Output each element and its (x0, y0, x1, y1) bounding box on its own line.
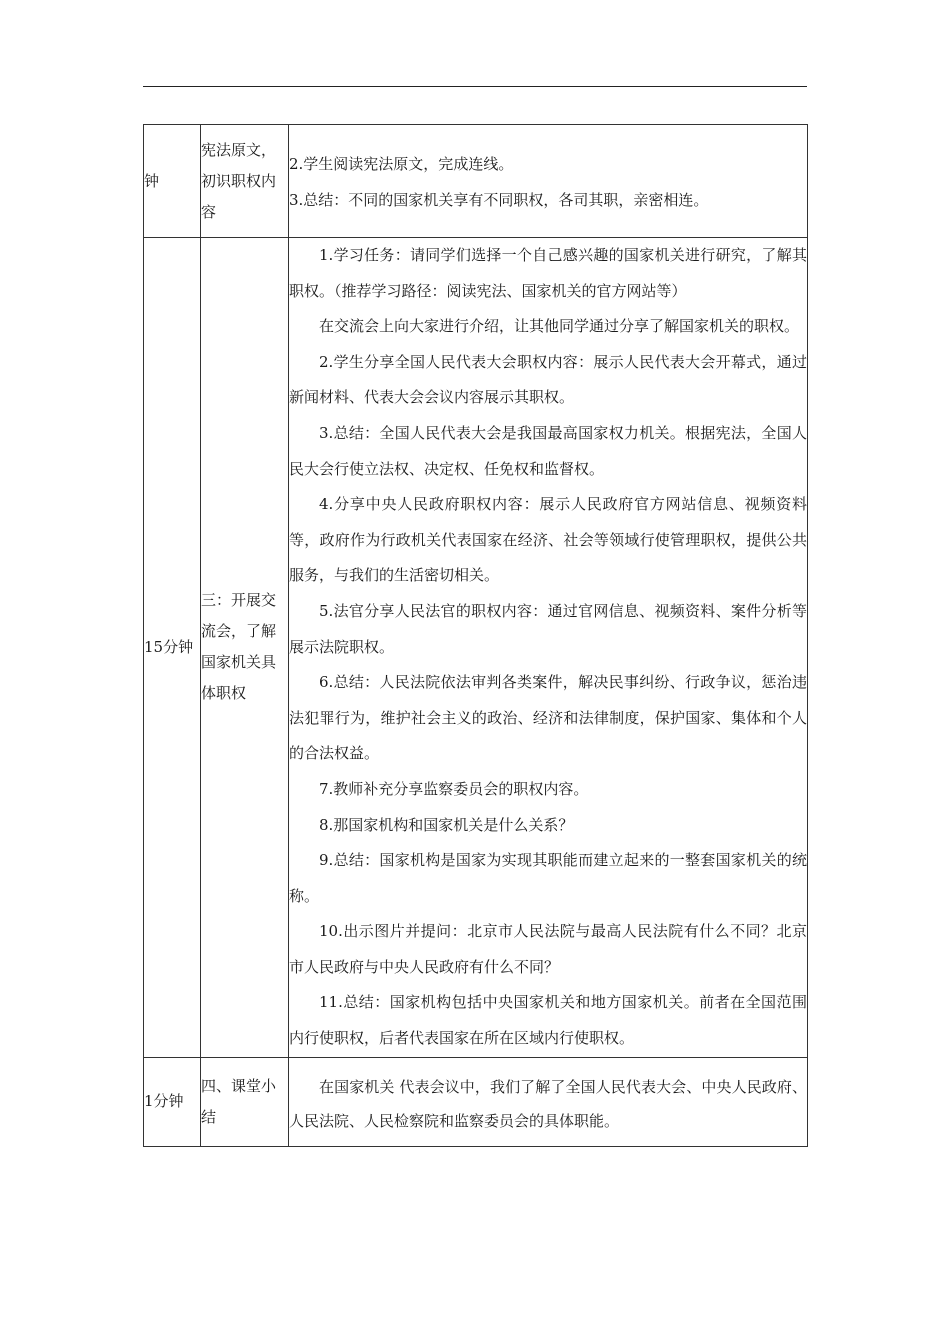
stage-cell: 宪法原文，初识职权内容 (201, 125, 289, 238)
content-paragraph: 2.学生阅读宪法原文，完成连线。 (289, 155, 514, 173)
content-paragraph: 6.总结：人民法院依法审判各类案件，解决民事纠纷、行政争议，惩治违法犯罪行为，维护社会主义的政治、经济和法律制度，保护国家、集体和个人的合法权益。 (289, 673, 807, 763)
content-paragraph: 9.总结：国家机构是国家为实现其职能而建立起来的一整套国家机关的统称。 (289, 851, 807, 905)
content-paragraph: 5.法官分享人民法官的职权内容：通过官网信息、视频资料、案件分析等展示法院职权。 (289, 601, 807, 656)
time-cell: 15分钟 (144, 238, 201, 1058)
header-rule (143, 86, 807, 87)
content-cell (289, 238, 808, 1058)
content-paragraph: 7.教师补充分享监察委员会的职权内容。 (319, 779, 589, 798)
table-row (144, 238, 808, 1058)
content-paragraph: 在国家机关 代表会议中，我们了解了全国人民代表大会、中央人民政府、人民法院、人民检察院和监察委员会的具体职能。 (289, 1077, 807, 1130)
content-paragraph: 在交流会上向大家进行介绍，让其他同学通过分享了解国家机关的职权。 (319, 317, 800, 336)
table-row (144, 125, 808, 238)
content-paragraph: 3.总结：全国人民代表大会是我国最高国家权力机关。根据宪法，全国人民大会行使立法权、决定权、任免权和监督权。 (289, 423, 807, 478)
content-cell (289, 125, 808, 238)
time-cell: 1分钟 (144, 1057, 201, 1146)
content-paragraph: 4.分享中央人民政府职权内容：展示人民政府官方网站信息、视频资料等，政府作为行政机关代表国家在经济、社会等领域行使管理职权，提供公共服务，与我们的生活密切相关。 (289, 495, 807, 585)
lesson-plan-table (143, 124, 808, 1147)
content-paragraph: 11.总结：国家机构包括中央国家机关和地方国家机关。前者在全国范围内行使职权，后者代表国家在所在区域内行使职权。 (289, 993, 807, 1048)
content-paragraph: 1.学习任务：请同学们选择一个自己感兴趣的国家机关进行研究，了解其职权。（推荐学习路径：阅读宪法、国家机关的官方网站等） (289, 246, 807, 300)
time-cell: 钟 (144, 125, 201, 238)
content-paragraph: 8.那国家机构和国家机关是什么关系？ (319, 815, 574, 834)
stage-cell: 四、课堂小结 (201, 1057, 289, 1146)
table-row (144, 1057, 808, 1146)
stage-cell: 三：开展交流会，了解国家机关具体职权 (201, 238, 289, 1058)
content-paragraph: 2.学生分享全国人民代表大会职权内容：展示人民代表大会开幕式，通过新闻材料、代表大会会议内容展示其职权。 (289, 352, 807, 407)
content-paragraph: 10.出示图片并提问：北京市人民法院与最高人民法院有什么不同？北京市人民政府与中央人民政府有什么不同？ (289, 922, 807, 976)
content-cell (289, 1057, 808, 1146)
content-paragraph: 3.总结：不同的国家机关享有不同职权，各司其职，亲密相连。 (289, 191, 709, 209)
